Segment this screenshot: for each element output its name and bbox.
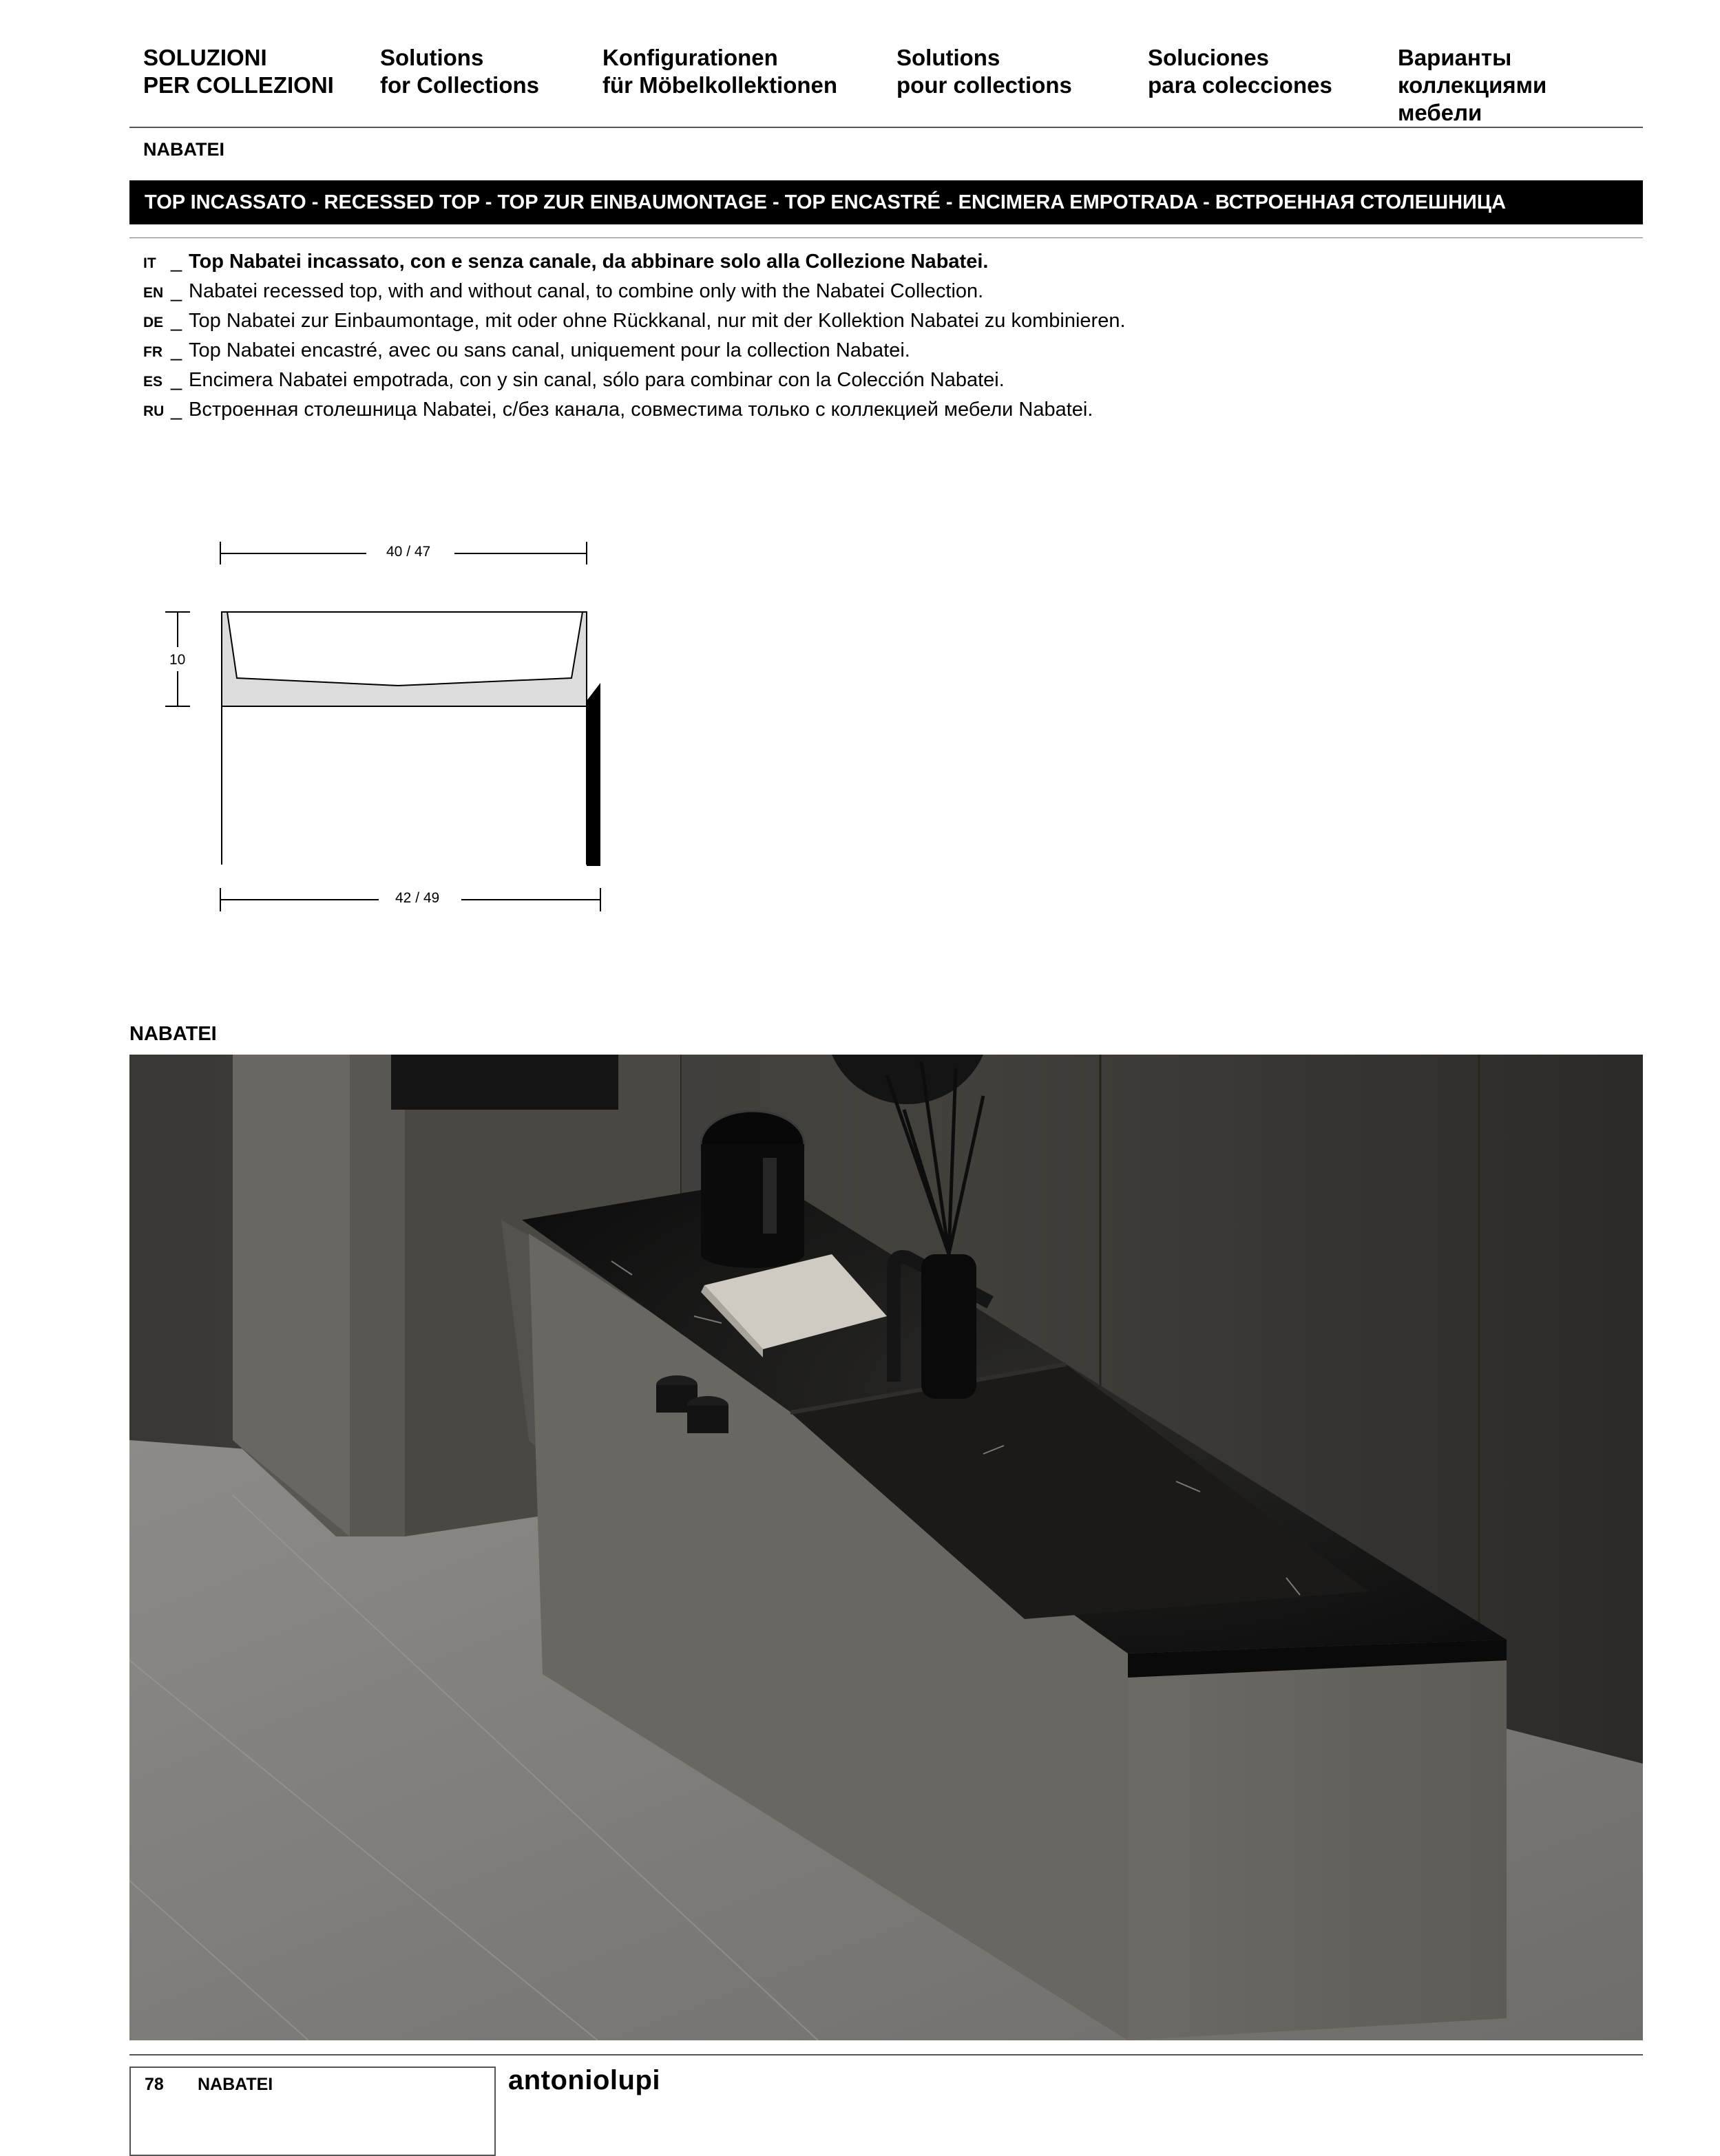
back-panel (587, 683, 600, 866)
photo-label: NABATEI (129, 1023, 217, 1045)
brand-logo: antoniolupi (508, 2065, 661, 2095)
footer-divider (129, 2054, 1643, 2055)
basin-cavity (227, 612, 583, 686)
description-en: EN _ Nabatei recessed top, with and without canal, to combine only with the Nabatei Collection. (143, 280, 984, 302)
description-de: DE _ Top Nabatei zur Einbaumontage, mit oder ohne Rückkanal, nur mit der Kollektion Nabatei zu kombinieren. (143, 310, 1126, 332)
cabinet-outline (222, 706, 587, 865)
height-label: 10 (169, 652, 186, 668)
header-col-de: Konfigurationen für Möbelkollektionen (602, 45, 838, 98)
technical-drawing (0, 0, 1720, 964)
description-it: IT _ Top Nabatei incassato, con e senza canale, da abbinare solo alla Collezione Nabatei. (143, 251, 989, 273)
header-col-fr: Solutions pour collections (896, 45, 1072, 98)
footer-box (129, 2067, 496, 2156)
product-photo (129, 1055, 1643, 2040)
description-fr: FR _ Top Nabatei encastré, avec ou sans canal, uniquement pour la collection Nabatei. (143, 339, 910, 361)
title-bar: TOP INCASSATO - RECESSED TOP - TOP ZUR EINBAUMONTAGE - TOP ENCASTRÉ - ENCIMERA EMPOTRADA - ВСТРОЕННАЯ СТОЛЕШНИЦА (129, 180, 1643, 224)
header-col-en: Solutions for Collections (380, 45, 540, 98)
top-width-label: 40 / 47 (386, 544, 431, 560)
collection-label: NABATEI (143, 139, 224, 160)
description-es: ES _ Encimera Nabatei empotrada, con y sin canal, sólo para combinar con la Colección Nabatei. (143, 369, 1005, 391)
bottom-width-label: 42 / 49 (395, 890, 440, 906)
page-number: 78 (145, 2075, 164, 2094)
header-col-it: SOLUZIONI PER COLLEZIONI (143, 45, 334, 98)
footer-collection: NABATEI (198, 2075, 273, 2094)
header-col-es: Soluciones para colecciones (1148, 45, 1332, 98)
header-col-ru: Варианты коллекциями мебели (1398, 45, 1547, 125)
description-ru: RU _ Встроенная столешница Nabatei, с/без канала, совместима только с коллекцией мебели Nabatei. (143, 399, 1093, 421)
